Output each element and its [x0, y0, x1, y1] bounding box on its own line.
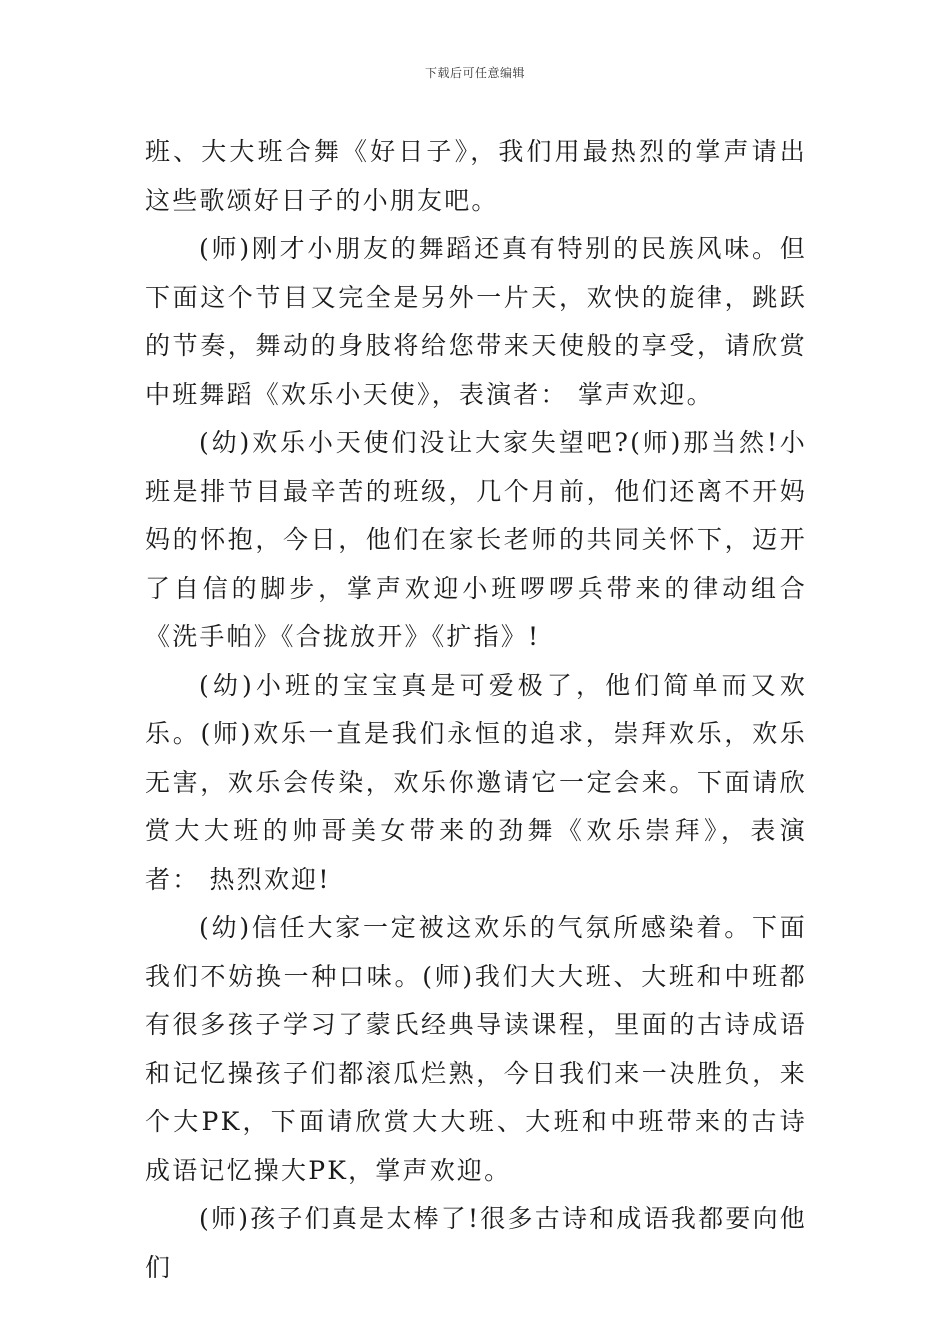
paragraph-6: (师)孩子们真是太棒了!很多古诗和成语我都要向他们 [145, 1204, 807, 1282]
paragraph-5: (幼)信任大家一定被这欢乐的气氛所感染着。下面我们不妨换一种口味。(师)我们大大班、大班和中班都有很多孩子学习了蒙氏经典导读课程，里面的古诗成语和记忆操孩子们都滚瓜烂熟，今日我们来一决胜负，来个大PK，下面请欣赏大大班、大班和中班带来的古诗成语记忆操大PK，掌声欢迎。 [145, 913, 807, 1185]
paragraph-1: 班、大大班合舞《好日子》，我们用最热烈的掌声请出这些歌颂好日子的小朋友吧。 [145, 137, 807, 215]
page-header-note: 下载后可任意编辑 [424, 66, 525, 80]
paragraph-4: (幼)小班的宝宝真是可爱极了，他们简单而又欢乐。(师)欢乐一直是我们永恒的追求，崇拜欢乐，欢乐无害，欢乐会传染，欢乐你邀请它一定会来。下面请欣赏大大班的帅哥美女带来的劲舞《欢乐崇拜》，表演者： 热烈欢迎! [145, 670, 807, 894]
paragraph-2: (师)刚才小朋友的舞蹈还真有特别的民族风味。但下面这个节目又完全是另外一片天，欢快的旋律，跳跃的节奏，舞动的身肢将给您带来天使般的享受，请欣赏中班舞蹈《欢乐小天使》，表演者： 掌声欢迎。 [145, 234, 807, 409]
document-body [145, 128, 807, 1292]
paragraph-3: (幼)欢乐小天使们没让大家失望吧?(师)那当然!小班是排节目最辛苦的班级，几个月前，他们还离不开妈妈的怀抱，今日，他们在家长老师的共同关怀下，迈开了自信的脚步，掌声欢迎小班啰啰兵带来的律动组合《洗手帕》《合拢放开》《扩指》! [145, 428, 807, 651]
